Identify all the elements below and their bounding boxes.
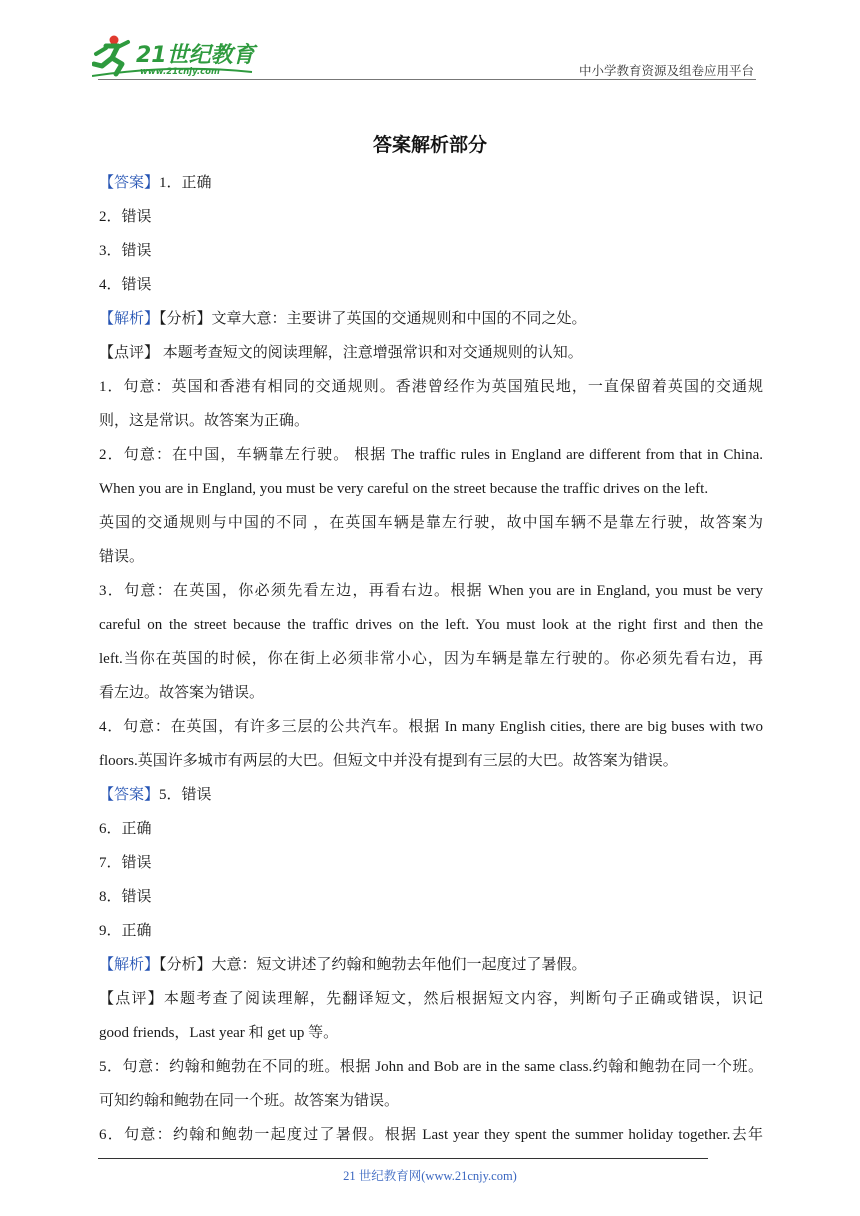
- section-tag: 【解析】: [99, 957, 160, 973]
- logo-21cnjy: [92, 34, 262, 80]
- line-text: 2．错误: [99, 209, 152, 225]
- page-header: [0, 0, 860, 90]
- text-line: [99, 438, 763, 472]
- svg-text:www.21cnjy.com: www.21cnjy.com: [140, 67, 220, 77]
- line-text: 错误。: [99, 549, 145, 565]
- line-text: 看左边。故答案为错误。: [99, 685, 265, 701]
- line-text: 8．错误: [99, 889, 152, 905]
- line-text: 【点评】本题考查了阅读理解，先翻译短文，然后根据短文内容，判断句子正确或错误，识记: [99, 991, 763, 1007]
- header-platform-text: 中小学教育资源及组卷应用平台: [578, 63, 754, 78]
- text-line: [99, 812, 763, 846]
- line-text: left.当你在英国的时候，你在街上必须非常小心，因为车辆是靠左行驶的。你必须先看右边，再: [99, 651, 763, 667]
- line-text: 2．句意：在中国，车辆靠左行驶。 根据 The traffic rules in England are different from that in China.: [99, 447, 763, 463]
- line-text: 英国的交通规则与中国的不同 ，在英国车辆是靠左行驶，故中国车辆不是靠左行驶，故答案为: [99, 515, 763, 531]
- text-line: [99, 1118, 763, 1152]
- text-line: [99, 302, 763, 336]
- line-text: 则，这是常识。故答案为正确。: [99, 413, 310, 429]
- text-line: [99, 166, 763, 200]
- header-divider: [98, 79, 756, 80]
- line-text: 1．正确: [159, 175, 212, 191]
- line-text: 【分析】大意：短文讲述了约翰和鲍勃去年他们一起度过了暑假。: [159, 957, 587, 973]
- text-line: [99, 370, 763, 404]
- answer-content: [99, 166, 763, 1152]
- line-text: 1．句意：英国和香港有相同的交通规则。香港曾经作为英国殖民地，一直保留着英国的交通规: [99, 379, 763, 395]
- text-line: [99, 1084, 763, 1118]
- text-line: [99, 778, 763, 812]
- footer-divider: [98, 1158, 708, 1159]
- line-text: 【分析】文章大意：主要讲了英国的交通规则和中国的不同之处。: [159, 311, 587, 327]
- section-tag: 【答案】: [99, 787, 160, 803]
- line-text: 4．句意：在英国，有许多三层的公共汽车。根据 In many English cities, there are big buses with two: [99, 719, 763, 735]
- line-text: 5．句意：约翰和鲍勃在不同的班。根据 John and Bob are in the same class.约翰和鲍勃在同一个班。: [99, 1059, 763, 1075]
- text-line: [99, 540, 763, 574]
- text-line: [99, 880, 763, 914]
- line-text: 3．错误: [99, 243, 152, 259]
- section-tag: 【答案】: [99, 175, 160, 191]
- text-line: [99, 948, 763, 982]
- svg-text:21世纪教育: 21世纪教育: [136, 43, 255, 68]
- text-line: [99, 200, 763, 234]
- line-text: 3．句意：在英国，你必须先看左边，再看右边。根据 When you are in England, you must be very: [99, 583, 763, 599]
- line-text: 6．正确: [99, 821, 152, 837]
- text-line: [99, 846, 763, 880]
- text-line: [99, 472, 763, 506]
- line-text: 5．错误: [159, 787, 212, 803]
- text-line: [99, 676, 763, 710]
- text-line: [99, 574, 763, 608]
- line-text: good friends，Last year 和 get up 等。: [99, 1025, 339, 1041]
- footer-text: 21 世纪教育网(www.21cnjy.com): [343, 1169, 517, 1183]
- section-tag: 【解析】: [99, 311, 160, 327]
- line-text: 可知约翰和鲍勃在同一个班。故答案为错误。: [99, 1093, 400, 1109]
- page-title: 答案解析部分: [372, 134, 487, 156]
- line-text: 9．正确: [99, 923, 152, 939]
- line-text: 4．错误: [99, 277, 152, 293]
- text-line: [99, 642, 763, 676]
- text-line: [99, 336, 763, 370]
- text-line: [99, 608, 763, 642]
- text-line: [99, 982, 763, 1016]
- text-line: [99, 744, 763, 778]
- line-text: 【点评】 本题考查短文的阅读理解，注意增强常识和对交通规则的认知。: [99, 345, 583, 361]
- line-text: careful on the street because the traffic drives on the left. You must look at the right first and then the: [99, 617, 763, 633]
- line-text: When you are in England, you must be very careful on the street because the traffic drives on the left.: [99, 481, 709, 497]
- line-text: floors.英国许多城市有两层的大巴。但短文中并没有提到有三层的大巴。故答案为错误。: [99, 753, 678, 769]
- text-line: [99, 1016, 763, 1050]
- text-line: [99, 1050, 763, 1084]
- text-line: [99, 914, 763, 948]
- line-text: 7．错误: [99, 855, 152, 871]
- line-text: 6．句意：约翰和鲍勃一起度过了暑假。根据 Last year they spent the summer holiday together.去年: [99, 1127, 763, 1143]
- text-line: [99, 268, 763, 302]
- text-line: [99, 234, 763, 268]
- text-line: [99, 710, 763, 744]
- text-line: [99, 506, 763, 540]
- text-line: [99, 404, 763, 438]
